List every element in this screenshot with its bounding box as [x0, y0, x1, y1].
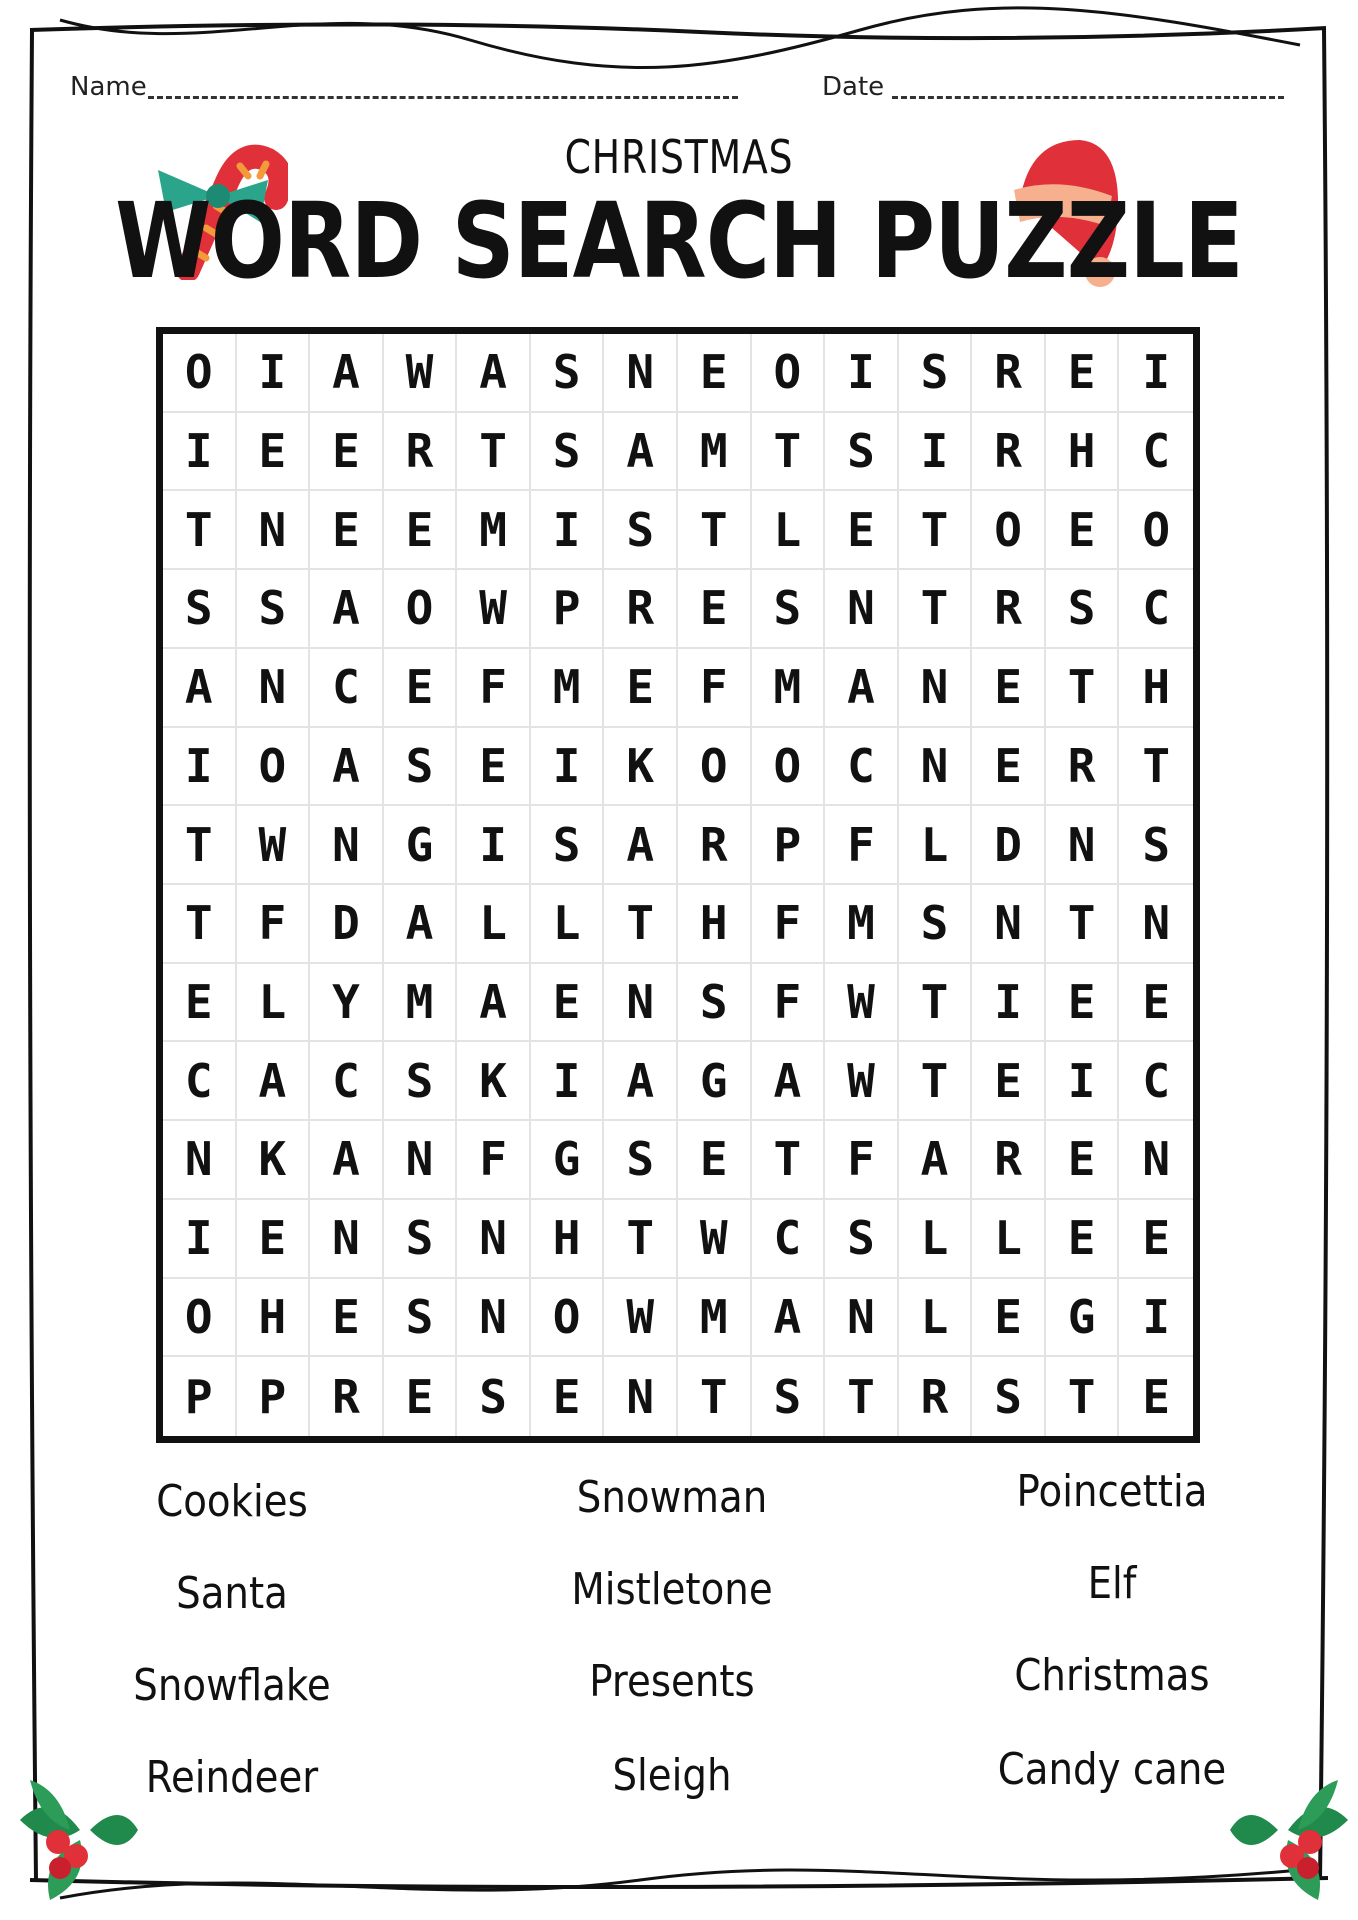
grid-cell[interactable]: G — [384, 806, 458, 885]
grid-cell[interactable]: N — [604, 1357, 678, 1436]
grid-cell[interactable]: O — [972, 491, 1046, 570]
grid-cell[interactable]: N — [1046, 806, 1120, 885]
grid-cell[interactable]: N — [457, 1279, 531, 1358]
grid-cell[interactable]: R — [678, 806, 752, 885]
grid-cell[interactable]: W — [825, 964, 899, 1043]
grid-cell[interactable]: M — [752, 649, 826, 728]
grid-cell[interactable]: E — [678, 1121, 752, 1200]
grid-cell[interactable]: H — [678, 885, 752, 964]
grid-cell[interactable]: I — [163, 728, 237, 807]
grid-cell[interactable]: I — [457, 806, 531, 885]
grid-cell[interactable]: S — [825, 413, 899, 492]
grid-cell[interactable]: E — [825, 491, 899, 570]
word-item: Snowflake — [133, 1660, 331, 1711]
grid-cell[interactable]: A — [604, 806, 678, 885]
grid-cell[interactable]: I — [972, 964, 1046, 1043]
grid-cell[interactable]: S — [752, 1357, 826, 1436]
grid-cell[interactable]: S — [457, 1357, 531, 1436]
grid-cell[interactable]: S — [678, 964, 752, 1043]
grid-cell[interactable]: E — [310, 413, 384, 492]
grid-cell[interactable]: A — [752, 1279, 826, 1358]
grid-cell[interactable]: N — [457, 1200, 531, 1279]
grid-cell[interactable]: N — [899, 649, 973, 728]
grid-cell[interactable]: O — [678, 728, 752, 807]
grid-cell[interactable]: A — [825, 649, 899, 728]
grid-cell[interactable]: S — [1119, 806, 1193, 885]
grid-cell[interactable]: A — [310, 334, 384, 413]
grid-cell[interactable]: A — [163, 649, 237, 728]
grid-cell[interactable]: W — [604, 1279, 678, 1358]
grid-cell[interactable]: A — [384, 885, 458, 964]
grid-cell[interactable]: E — [1046, 491, 1120, 570]
grid-cell[interactable]: T — [457, 413, 531, 492]
grid-cell[interactable]: R — [310, 1357, 384, 1436]
grid-cell[interactable]: W — [678, 1200, 752, 1279]
grid-cell[interactable]: E — [678, 570, 752, 649]
word-item: Reindeer — [145, 1752, 319, 1803]
grid-cell[interactable]: S — [531, 413, 605, 492]
puzzle-subtitle: CHRISTMAS — [564, 130, 794, 184]
grid-cell[interactable]: S — [899, 334, 973, 413]
grid-cell[interactable]: E — [1046, 1200, 1120, 1279]
grid-cell[interactable]: T — [1046, 1357, 1120, 1436]
grid-cell[interactable]: N — [1119, 1121, 1193, 1200]
grid-cell[interactable]: T — [899, 570, 973, 649]
grid-cell[interactable]: S — [604, 491, 678, 570]
grid-cell[interactable]: S — [163, 570, 237, 649]
grid-cell[interactable]: K — [457, 1042, 531, 1121]
grid-cell[interactable]: W — [237, 806, 311, 885]
grid-cell[interactable]: C — [1119, 1042, 1193, 1121]
grid-cell[interactable]: I — [163, 1200, 237, 1279]
grid-cell[interactable]: C — [163, 1042, 237, 1121]
grid-cell[interactable]: S — [1046, 570, 1120, 649]
grid-cell[interactable]: L — [972, 1200, 1046, 1279]
grid-cell[interactable]: E — [237, 1200, 311, 1279]
grid-cell[interactable]: T — [163, 806, 237, 885]
grid-cell[interactable]: N — [237, 649, 311, 728]
grid-cell[interactable]: N — [825, 570, 899, 649]
grid-cell[interactable]: P — [752, 806, 826, 885]
grid-cell[interactable]: C — [1119, 570, 1193, 649]
grid-cell[interactable]: K — [604, 728, 678, 807]
grid-cell[interactable]: R — [972, 334, 1046, 413]
grid-cell[interactable]: E — [972, 1279, 1046, 1358]
date-field[interactable] — [892, 96, 1284, 99]
grid-cell[interactable]: I — [825, 334, 899, 413]
grid-cell[interactable]: E — [1046, 1121, 1120, 1200]
grid-cell[interactable]: S — [752, 570, 826, 649]
grid-cell[interactable]: N — [1119, 885, 1193, 964]
grid-cell[interactable]: E — [604, 649, 678, 728]
grid-cell[interactable]: O — [752, 728, 826, 807]
grid-cell[interactable]: A — [310, 570, 384, 649]
holly-icon — [10, 1760, 140, 1910]
grid-cell[interactable]: F — [457, 1121, 531, 1200]
grid-cell[interactable]: S — [531, 334, 605, 413]
grid-cell[interactable]: O — [531, 1279, 605, 1358]
grid-cell[interactable]: L — [899, 1200, 973, 1279]
grid-cell[interactable]: H — [531, 1200, 605, 1279]
grid-cell[interactable]: E — [310, 1279, 384, 1358]
grid-cell[interactable]: E — [1046, 964, 1120, 1043]
grid-cell[interactable]: E — [384, 649, 458, 728]
word-item: Sleigh — [612, 1750, 732, 1801]
grid-cell[interactable]: I — [1046, 1042, 1120, 1121]
grid-cell[interactable]: S — [237, 570, 311, 649]
grid-cell[interactable]: L — [899, 806, 973, 885]
grid-cell[interactable]: A — [310, 728, 384, 807]
word-item: Christmas — [1014, 1650, 1210, 1701]
grid-cell[interactable]: E — [1046, 334, 1120, 413]
grid-cell[interactable]: G — [1046, 1279, 1120, 1358]
grid-cell[interactable]: N — [310, 806, 384, 885]
word-item: Mistletone — [571, 1564, 773, 1615]
grid-cell[interactable]: E — [163, 964, 237, 1043]
grid-cell[interactable]: A — [237, 1042, 311, 1121]
grid-cell[interactable]: P — [237, 1357, 311, 1436]
grid-cell[interactable]: E — [531, 964, 605, 1043]
grid-cell[interactable]: I — [237, 334, 311, 413]
grid-cell[interactable]: C — [310, 1042, 384, 1121]
grid-cell[interactable]: D — [972, 806, 1046, 885]
grid-cell[interactable]: F — [237, 885, 311, 964]
grid-cell[interactable]: S — [604, 1121, 678, 1200]
grid-cell[interactable]: T — [604, 885, 678, 964]
grid-cell[interactable]: N — [237, 491, 311, 570]
grid-cell[interactable]: S — [972, 1357, 1046, 1436]
grid-cell[interactable]: M — [678, 1279, 752, 1358]
grid-cell[interactable]: T — [899, 964, 973, 1043]
grid-cell[interactable]: W — [384, 334, 458, 413]
grid-cell[interactable]: L — [531, 885, 605, 964]
grid-cell[interactable]: P — [531, 570, 605, 649]
word-item: Snowman — [576, 1472, 768, 1523]
grid-cell[interactable]: F — [457, 649, 531, 728]
grid-cell[interactable]: Y — [310, 964, 384, 1043]
grid-cell[interactable]: S — [531, 806, 605, 885]
grid-cell[interactable]: S — [899, 885, 973, 964]
grid-cell[interactable]: E — [972, 649, 1046, 728]
grid-cell[interactable]: H — [1046, 413, 1120, 492]
grid-cell[interactable]: C — [752, 1200, 826, 1279]
grid-cell[interactable]: S — [825, 1200, 899, 1279]
grid-cell[interactable]: M — [457, 491, 531, 570]
grid-cell[interactable]: F — [825, 1121, 899, 1200]
grid-cell[interactable]: R — [972, 413, 1046, 492]
grid-cell[interactable]: N — [825, 1279, 899, 1358]
grid-cell[interactable]: T — [752, 1121, 826, 1200]
word-item: Presents — [589, 1656, 755, 1707]
grid-cell[interactable]: E — [678, 334, 752, 413]
grid-cell[interactable]: R — [384, 413, 458, 492]
grid-cell[interactable]: N — [310, 1200, 384, 1279]
grid-cell[interactable]: O — [163, 1279, 237, 1358]
grid-cell[interactable]: M — [825, 885, 899, 964]
grid-cell[interactable]: O — [384, 570, 458, 649]
grid-cell[interactable]: E — [1142, 1369, 1171, 1424]
grid-cell[interactable]: M — [678, 413, 752, 492]
grid-cell[interactable]: T — [1046, 885, 1120, 964]
grid-cell[interactable]: N — [604, 334, 678, 413]
grid-cell[interactable]: T — [163, 885, 237, 964]
grid-cell[interactable]: M — [531, 649, 605, 728]
grid-cell[interactable]: F — [752, 885, 826, 964]
grid-cell[interactable]: I — [531, 728, 605, 807]
grid-cell[interactable]: N — [899, 728, 973, 807]
grid-cell[interactable]: I — [1119, 334, 1193, 413]
grid-cell[interactable]: I — [163, 413, 237, 492]
grid-cell[interactable]: E — [457, 728, 531, 807]
grid-cell[interactable]: O — [1119, 491, 1193, 570]
grid-cell[interactable]: E — [310, 491, 384, 570]
grid-cell[interactable]: A — [899, 1121, 973, 1200]
letter-grid — [156, 327, 1200, 1443]
grid-cell[interactable]: L — [752, 491, 826, 570]
grid-cell[interactable]: T — [678, 491, 752, 570]
grid-cell[interactable]: C — [825, 728, 899, 807]
grid-cell[interactable]: E — [384, 491, 458, 570]
grid-cell[interactable]: E — [972, 728, 1046, 807]
grid-cell[interactable]: C — [310, 649, 384, 728]
grid-cell[interactable]: E — [531, 1357, 605, 1436]
grid-cell[interactable]: E — [972, 1042, 1046, 1121]
grid-cell[interactable]: W — [825, 1042, 899, 1121]
grid-cell[interactable]: E — [384, 1357, 458, 1436]
grid-cell[interactable]: E — [237, 413, 311, 492]
word-item: Candy cane — [997, 1744, 1227, 1795]
grid-cell[interactable]: I — [899, 413, 973, 492]
grid-cell[interactable]: T — [1119, 728, 1193, 807]
grid-cell[interactable]: K — [237, 1121, 311, 1200]
grid-cell[interactable]: H — [1119, 649, 1193, 728]
grid-cell[interactable]: N — [972, 885, 1046, 964]
grid-cell[interactable]: E — [1119, 964, 1193, 1043]
grid-cell[interactable]: A — [604, 413, 678, 492]
grid-cell[interactable]: R — [972, 570, 1046, 649]
grid-cell[interactable]: I — [531, 1042, 605, 1121]
grid-cell[interactable]: R — [972, 1121, 1046, 1200]
grid-cell[interactable]: I — [531, 491, 605, 570]
grid-cell[interactable]: H — [237, 1279, 311, 1358]
grid-cell[interactable]: T — [825, 1357, 899, 1436]
grid-cell[interactable]: G — [678, 1042, 752, 1121]
word-item: Cookies — [156, 1476, 308, 1527]
holly-icon — [1228, 1760, 1358, 1910]
puzzle-title: WORD SEARCH PUZZLE — [115, 180, 1243, 302]
grid-cell[interactable]: S — [384, 1042, 458, 1121]
grid-cell[interactable]: M — [384, 964, 458, 1043]
grid-cell[interactable]: E — [1119, 1200, 1193, 1279]
grid-cell[interactable]: T — [678, 1357, 752, 1436]
grid-cell[interactable]: G — [531, 1121, 605, 1200]
grid-cell[interactable]: S — [384, 1279, 458, 1358]
grid-cell[interactable]: A — [457, 334, 531, 413]
grid-cell[interactable]: T — [604, 1200, 678, 1279]
grid-cell[interactable]: C — [1119, 413, 1193, 492]
grid-cell[interactable]: N — [163, 1121, 237, 1200]
grid-cell[interactable]: F — [678, 649, 752, 728]
grid-cell[interactable]: L — [899, 1279, 973, 1358]
grid-cell[interactable]: W — [457, 570, 531, 649]
grid-cell[interactable]: A — [310, 1121, 384, 1200]
word-item: Elf — [1087, 1558, 1137, 1609]
grid-cell[interactable]: L — [457, 885, 531, 964]
grid-cell[interactable]: A — [457, 964, 531, 1043]
grid-cell[interactable]: R — [899, 1357, 973, 1436]
grid-cell[interactable]: S — [384, 728, 458, 807]
date-label: Date — [822, 72, 885, 102]
name-field[interactable] — [148, 96, 738, 99]
grid-cell[interactable]: S — [384, 1200, 458, 1279]
grid-cell[interactable]: N — [384, 1121, 458, 1200]
word-item: Santa — [176, 1568, 288, 1619]
grid-cell[interactable]: T — [899, 491, 973, 570]
grid-cell[interactable]: T — [899, 1042, 973, 1121]
word-item: Poincettia — [1016, 1466, 1208, 1517]
grid-cell[interactable]: T — [752, 413, 826, 492]
grid-cell[interactable]: T — [163, 491, 237, 570]
grid-cell[interactable]: O — [752, 334, 826, 413]
name-label: Name — [70, 72, 147, 102]
grid-cell[interactable]: A — [604, 1042, 678, 1121]
grid-cell[interactable]: F — [752, 964, 826, 1043]
grid-cell[interactable]: R — [604, 570, 678, 649]
grid-cell[interactable]: N — [604, 964, 678, 1043]
grid-cell[interactable]: I — [1119, 1279, 1193, 1358]
grid-cell[interactable]: L — [237, 964, 311, 1043]
grid-cell[interactable]: R — [1046, 728, 1120, 807]
grid-cell[interactable]: D — [310, 885, 384, 964]
grid-cell[interactable]: O — [163, 334, 237, 413]
grid-cell[interactable]: F — [825, 806, 899, 885]
grid-cell[interactable]: T — [1046, 649, 1120, 728]
grid-cell[interactable]: A — [752, 1042, 826, 1121]
grid-cell[interactable]: O — [237, 728, 311, 807]
grid-cell[interactable]: P — [163, 1357, 237, 1436]
